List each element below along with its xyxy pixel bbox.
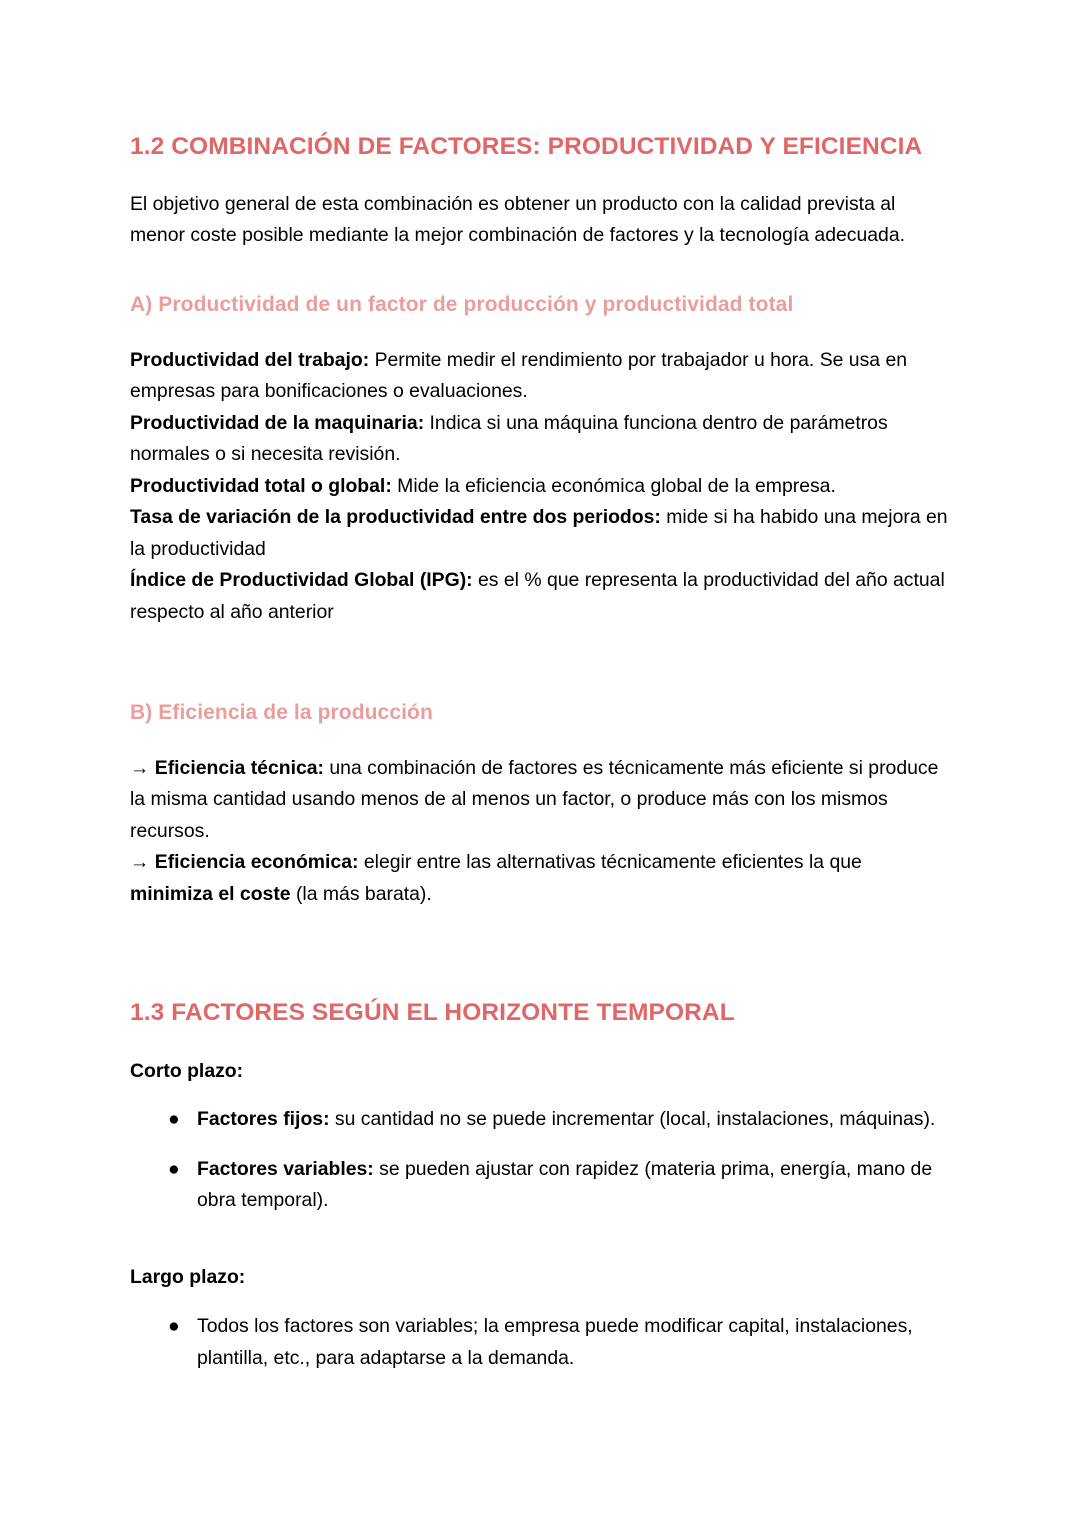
section-1-2-intro-paragraph: El objetivo general de esta combinación es obtener un producto con la calidad prevista al menor coste posible mediante la mejor combinación de factores y la tecnología adecuada. (130, 192, 906, 247)
definition-productividad-total: Mide la eficiencia económica global de la empresa. (391, 474, 836, 497)
section-heading-1-2: 1.2 COMBINACIÓN DE FACTORES: PRODUCTIVIDAD Y EFICIENCIA (130, 133, 923, 160)
term-tasa-variacion: Tasa de variación de la productividad entre dos periodos: (130, 506, 661, 529)
term-productividad-total: Productividad total o global: (130, 474, 392, 497)
efficiency-definitions-block (130, 753, 948, 911)
subsection-heading-a: A) Productividad de un factor de producción y productividad total (130, 292, 794, 316)
document-content (130, 0, 948, 1374)
definition-indice-productividad-global: es el % que representa la productividad del año actual respecto al año anterior (130, 569, 945, 623)
definition-largo-plazo: Todos los factores son variables; la empresa puede modificar capital, instalaciones, plantilla, etc., para adaptarse a la demanda. (197, 1315, 913, 1369)
definition-eficiencia-economica-part2: (la más barata). (290, 882, 432, 905)
emphasis-minimiza-el-coste: minimiza el coste (130, 882, 291, 905)
subsection-heading-b: B) Eficiencia de la producción (130, 701, 433, 725)
bullet-icon: ● (168, 1315, 180, 1338)
definition-productividad-maquinaria: Indica si una máquina funciona dentro de parámetros normales o si necesita revisión. (130, 411, 888, 466)
term-indice-productividad-global: Índice de Productividad Global (IPG): (130, 569, 473, 592)
section-heading-1-3: 1.3 FACTORES SEGÚN EL HORIZONTE TEMPORAL (130, 999, 735, 1027)
bullet-icon: ● (168, 1157, 180, 1180)
definition-eficiencia-economica-part1: elegir entre las alternativas técnicamente eficientes la que (358, 851, 862, 874)
term-factores-fijos: Factores fijos: (197, 1108, 330, 1131)
corto-plazo-bullet-list (130, 1104, 948, 1217)
definition-tasa-variacion: mide si ha habido una mejora en la productividad (130, 506, 948, 560)
term-productividad-trabajo: Productividad del trabajo: (130, 348, 370, 371)
term-productividad-maquinaria: Productividad de la maquinaria: (130, 411, 425, 434)
arrow-icon-eficiencia-economica: → (130, 851, 150, 874)
label-corto-plazo: Corto plazo: (130, 1059, 244, 1082)
term-eficiencia-economica: Eficiencia económica: (154, 851, 359, 874)
definition-eficiencia-tecnica: una combinación de factores es técnicamente más eficiente si produce la misma cantidad usando menos de al menos un factor, o produce más con los mismos recursos. (130, 756, 939, 842)
productivity-definitions-block (130, 345, 948, 629)
definition-factores-variables: se pueden ajustar con rapidez (materia prima, energía, mano de obra temporal). (197, 1157, 933, 1212)
bullet-icon: ● (168, 1108, 180, 1131)
definition-productividad-trabajo: Permite medir el rendimiento por trabajador u hora. Se usa en empresas para bonificaciones o evaluaciones. (130, 348, 908, 403)
list-item (130, 1154, 948, 1217)
definition-factores-fijos: su cantidad no se puede incrementar (local, instalaciones, máquinas). (329, 1108, 936, 1131)
list-item (130, 1104, 948, 1136)
term-eficiencia-tecnica: Eficiencia técnica: (154, 756, 324, 779)
term-factores-variables: Factores variables: (197, 1157, 374, 1180)
largo-plazo-bullet-list (130, 1311, 948, 1374)
list-item (130, 1311, 948, 1374)
arrow-icon-eficiencia-tecnica: → (130, 756, 150, 779)
label-largo-plazo: Largo plazo: (130, 1265, 246, 1288)
